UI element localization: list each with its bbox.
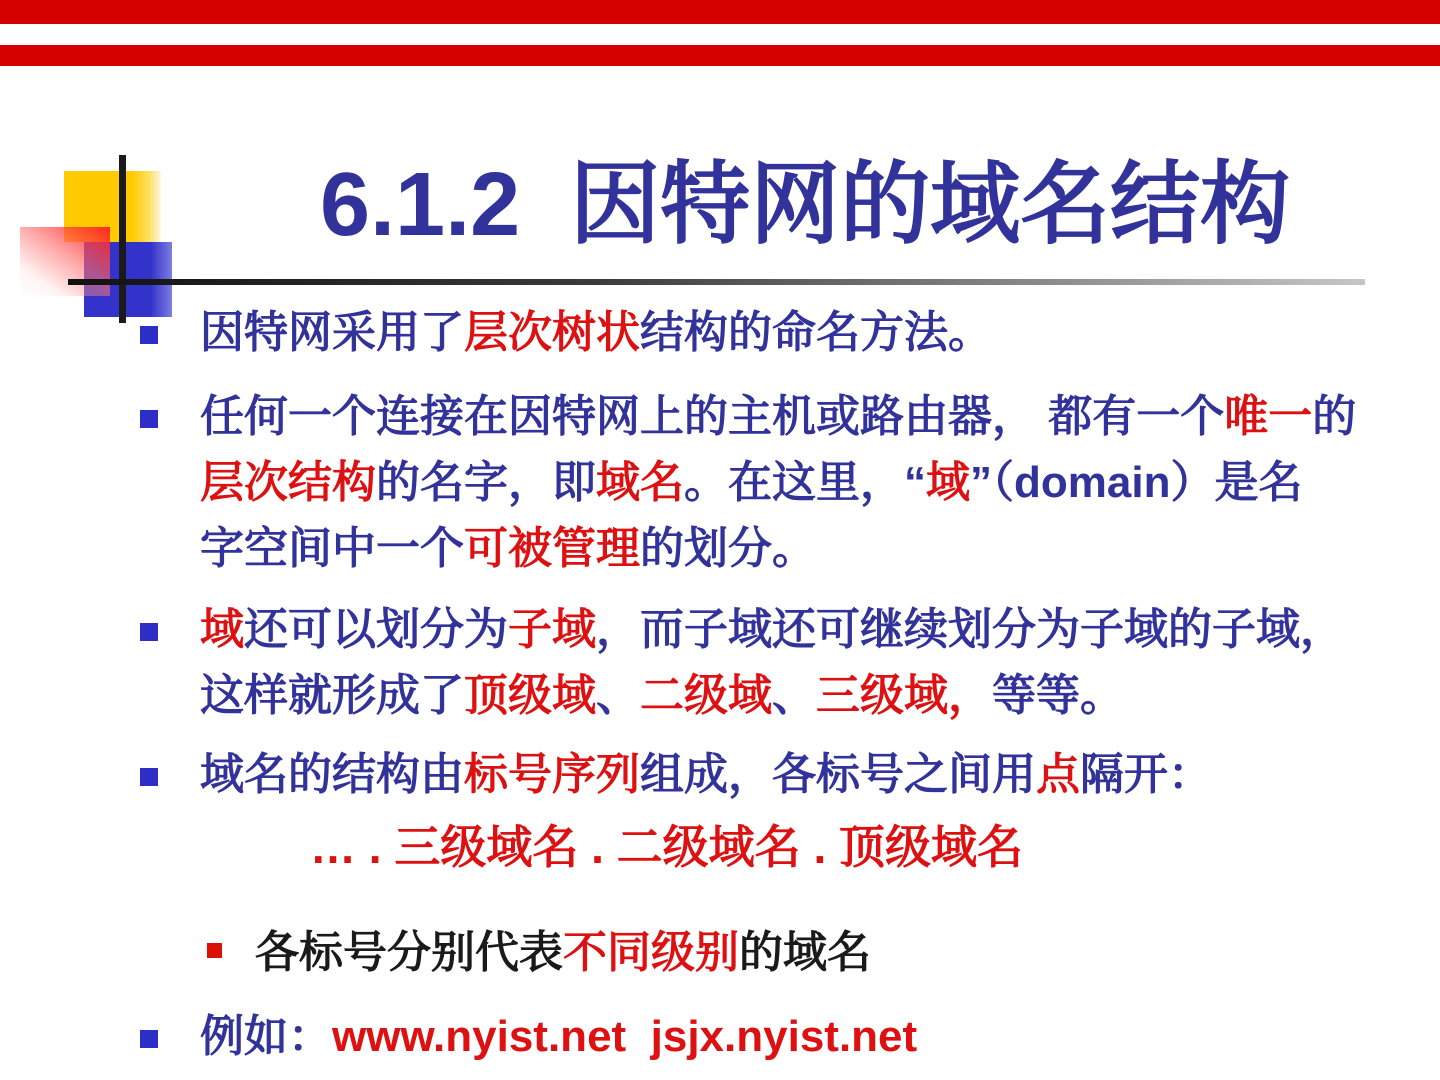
domain-sequence-line [140,814,1410,880]
red-square-bullet-icon [207,943,222,958]
slide-title: 6.1.2 因特网的域名结构 [320,155,1291,255]
text-segment: 等等。 [992,671,1124,720]
pink-gradient-square [20,227,110,296]
text-segment: 顶级域 [464,671,596,720]
text-segment: 域 [926,458,970,507]
bullet-text [200,300,992,366]
text-segment: 的 [1312,392,1357,441]
text-line [200,663,1344,729]
text-segment: 。在这里，“ [684,458,926,507]
bullet-item [140,597,1410,729]
top-red-bar-1 [0,0,1440,24]
top-red-bar-2 [0,45,1440,66]
text-segment: 因特网采用了 [200,308,464,357]
text-segment: 点 [1036,750,1080,799]
text-segment: 的域名 [739,928,871,977]
bullet-text [255,920,871,986]
crosshair-vertical-line [119,155,126,323]
text-segment: 标号序列 [464,750,640,799]
text-segment: 可被管理 [464,524,640,573]
text-segment: 字空间中一个 [200,524,464,573]
text-segment: 组成，各标号之间用 [640,750,1036,799]
bullet-text [310,814,1023,880]
bullet-item [140,1004,1410,1070]
text-line [200,1004,917,1070]
blue-square-bullet-icon [140,623,158,641]
text-segment: 任何一个连接在因特网上的主机或路由器， 都有一个 [200,392,1225,441]
text-line [200,300,992,366]
bullet-text [200,597,1344,729]
text-segment: 还可以划分为 [244,605,508,654]
blue-square-bullet-icon [140,326,158,344]
text-segment: 、 [596,671,640,720]
text-segment: 域名的结构由 [200,750,464,799]
bullet-item [140,300,1410,366]
text-line [200,384,1356,450]
text-segment: 域 [200,605,244,654]
text-segment: 三级域， [816,671,992,720]
text-segment: 的名字，即 [376,458,596,507]
text-line [200,742,1212,808]
text-segment: ，而子域还可继续划分为子域的子域， [596,605,1344,654]
text-segment: 层次结构 [200,458,376,507]
text-segment: 唯一 [1224,392,1313,441]
text-line [200,516,1356,582]
text-line [310,814,1023,880]
sub-bullet-item [140,920,1410,986]
text-segment: 子域 [508,605,596,654]
text-segment: 二级域 [640,671,772,720]
blue-square-bullet-icon [140,768,158,786]
text-segment: 结构的命名方法。 [640,308,992,357]
bullet-text [200,742,1212,808]
text-segment: 这样就形成了 [200,671,464,720]
text-segment: 的划分。 [640,524,816,573]
text-line [255,920,871,986]
blue-square-bullet-icon [140,410,158,428]
bullet-text [200,1004,917,1070]
text-segment: 例如： [200,1012,332,1061]
text-segment: … . 三级域名 . 二级域名 . 顶级域名 [310,821,1024,873]
text-segment: 层次树状 [464,308,640,357]
bullet-item [140,384,1410,582]
text-segment: 各标号分别代表 [255,928,563,977]
text-segment: ”（domain）是名 [970,458,1303,507]
text-line [200,450,1356,516]
text-segment: www.nyist.net jsjx.nyist.net [332,1012,918,1061]
bullet-item [140,742,1410,808]
text-segment: 隔开： [1080,750,1212,799]
text-segment: 不同级别 [563,928,739,977]
bullet-text [200,384,1356,582]
text-line [200,597,1344,663]
text-segment: 、 [772,671,816,720]
text-segment: 域名 [596,458,684,507]
blue-square-bullet-icon [140,1030,158,1048]
bullet-list [140,300,1410,1070]
crosshair-horizontal-rule [68,279,1365,285]
